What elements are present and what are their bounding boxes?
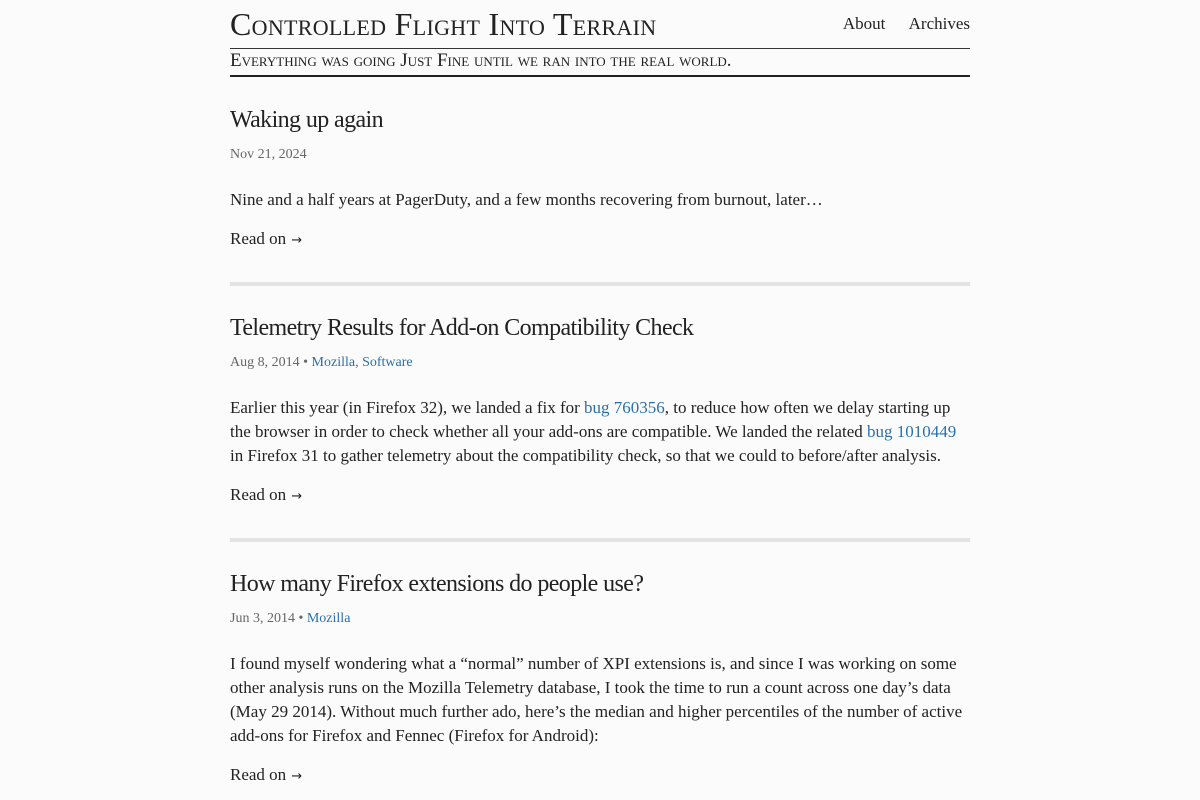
site-tagline: Everything was going Just Fine until we ran into the real world. [230, 50, 732, 71]
excerpt-text: Earlier this year (in Firefox 32), we landed a fix for [230, 398, 585, 417]
read-on-row [230, 763, 970, 789]
read-on-label: Read on [230, 485, 287, 504]
bug-link-1010449[interactable]: bug 1010449 [867, 422, 957, 441]
read-on-link[interactable] [230, 485, 302, 504]
post-item [230, 78, 970, 286]
excerpt-text: , to reduce how often we delay starting up the browser in order to check whether all your add-ons are compatible. We landed the related [230, 398, 951, 441]
site-nav [824, 14, 970, 34]
read-on-label: Read on [230, 229, 287, 248]
post-item [230, 286, 970, 542]
arrow-right-icon: → [291, 769, 303, 784]
read-on-row [230, 483, 970, 509]
post-item [230, 542, 970, 789]
read-on-label: Read on [230, 765, 287, 784]
page-container [230, 0, 970, 789]
post-excerpt: I found myself wondering what a “normal” number of XPI extensions is, and since I was working on some other analysis runs on the Mozilla Telemetry database, I took the time to run a count across one day’s data (May 29 2014). Without much further ado, here’s the median and higher percentiles of the number of active add-ons for Firefox and Fennec (Firefox for Android): [230, 654, 963, 745]
category-link-software[interactable]: Software [362, 355, 413, 370]
nav-archives-link[interactable]: Archives [908, 14, 970, 33]
meta-bullet: • [298, 611, 304, 626]
post-excerpt: Nine and a half years at PagerDuty, and a few months recovering from burnout, later… [230, 190, 823, 209]
nav-about-link[interactable]: About [842, 14, 886, 33]
post-date: Jun 3, 2014 [230, 611, 295, 626]
title-divider [230, 48, 970, 49]
category-link-mozilla[interactable]: Mozilla [311, 355, 356, 370]
post-excerpt [230, 396, 970, 468]
site-title-link[interactable]: Controlled Flight Into Terrain [230, 6, 657, 42]
bug-link-760356[interactable]: bug 760356 [584, 398, 665, 417]
post-title[interactable]: How many Firefox extensions do people use? [230, 571, 644, 597]
read-on-link[interactable] [230, 229, 302, 248]
header-divider [230, 75, 970, 77]
arrow-right-icon: → [291, 233, 303, 248]
post-date: Nov 21, 2024 [230, 147, 307, 162]
read-on-link[interactable] [230, 765, 302, 784]
category-link-mozilla[interactable]: Mozilla [306, 611, 351, 626]
post-meta [230, 146, 970, 164]
site-header [230, 0, 970, 78]
excerpt-text: in Firefox 31 to gather telemetry about the compatibility check, so that we could to before/after analysis. [230, 446, 941, 465]
post-title[interactable]: Telemetry Results for Add-on Compatibility Check [230, 315, 694, 341]
category-separator: , [355, 355, 359, 370]
post-meta [230, 354, 970, 372]
meta-bullet: • [303, 355, 309, 370]
arrow-right-icon: → [291, 489, 303, 504]
post-title[interactable]: Waking up again [230, 107, 384, 133]
read-on-row [230, 227, 970, 253]
post-date: Aug 8, 2014 [230, 355, 300, 370]
post-meta [230, 610, 970, 628]
